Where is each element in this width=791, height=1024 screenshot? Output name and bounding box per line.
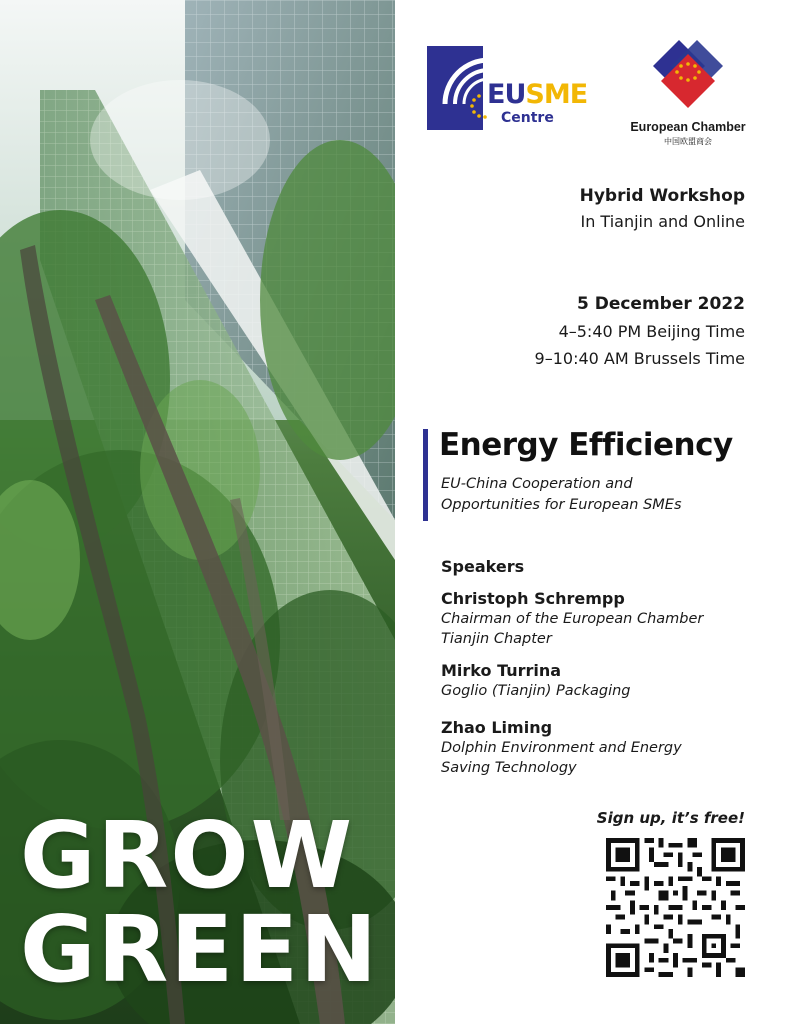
topic-subtitle-line: EU-China Cooperation and	[441, 476, 633, 492]
qr-code-icon[interactable]	[606, 838, 745, 977]
forest-building-photo	[0, 0, 395, 1024]
headline-grow: GROW	[20, 802, 355, 909]
chamber-diamond-icon	[649, 36, 727, 116]
speaker-role: Saving Technology	[441, 760, 577, 776]
speakers-heading: Speakers	[441, 557, 525, 576]
topic-title: Energy Efficiency	[439, 427, 733, 463]
speaker-role: Goglio (Tianjin) Packaging	[441, 683, 631, 699]
topic-subtitle-line: Opportunities for European SMEs	[441, 497, 682, 513]
event-info-column	[395, 0, 791, 1024]
speaker-name: Christoph Schrempp	[441, 589, 625, 608]
eu-stars-icon	[470, 94, 487, 119]
speaker-item	[441, 660, 771, 701]
eusme-wordmark: EUSME	[487, 79, 588, 110]
speaker-role: Chairman of the European Chamber	[441, 611, 704, 627]
event-time-beijing: 4–5:40 PM Beijing Time	[558, 322, 745, 341]
speaker-item	[441, 717, 771, 778]
topic-accent-bar	[423, 429, 428, 521]
speaker-name: Zhao Liming	[441, 718, 553, 737]
topic-subtitle	[441, 474, 741, 516]
european-chamber-logo	[625, 36, 751, 151]
eusme-centre-word: Centre	[501, 110, 554, 126]
event-format: Hybrid Workshop	[579, 186, 745, 206]
headline-green: GREEN	[20, 896, 380, 1003]
speaker-role: Dolphin Environment and Energy	[441, 740, 682, 756]
signup-label: Sign up, it’s free!	[596, 809, 745, 827]
speaker-item	[441, 588, 771, 649]
eusme-centre-logo	[427, 46, 597, 132]
event-date: 5 December 2022	[576, 294, 745, 314]
event-location: In Tianjin and Online	[580, 212, 745, 231]
speaker-role: Tianjin Chapter	[441, 631, 552, 647]
speaker-name: Mirko Turrina	[441, 661, 562, 680]
event-time-brussels: 9–10:40 AM Brussels Time	[534, 349, 745, 368]
chamber-name-cn: 中国欧盟商会	[664, 137, 712, 146]
chamber-name: European Chamber	[630, 120, 746, 134]
